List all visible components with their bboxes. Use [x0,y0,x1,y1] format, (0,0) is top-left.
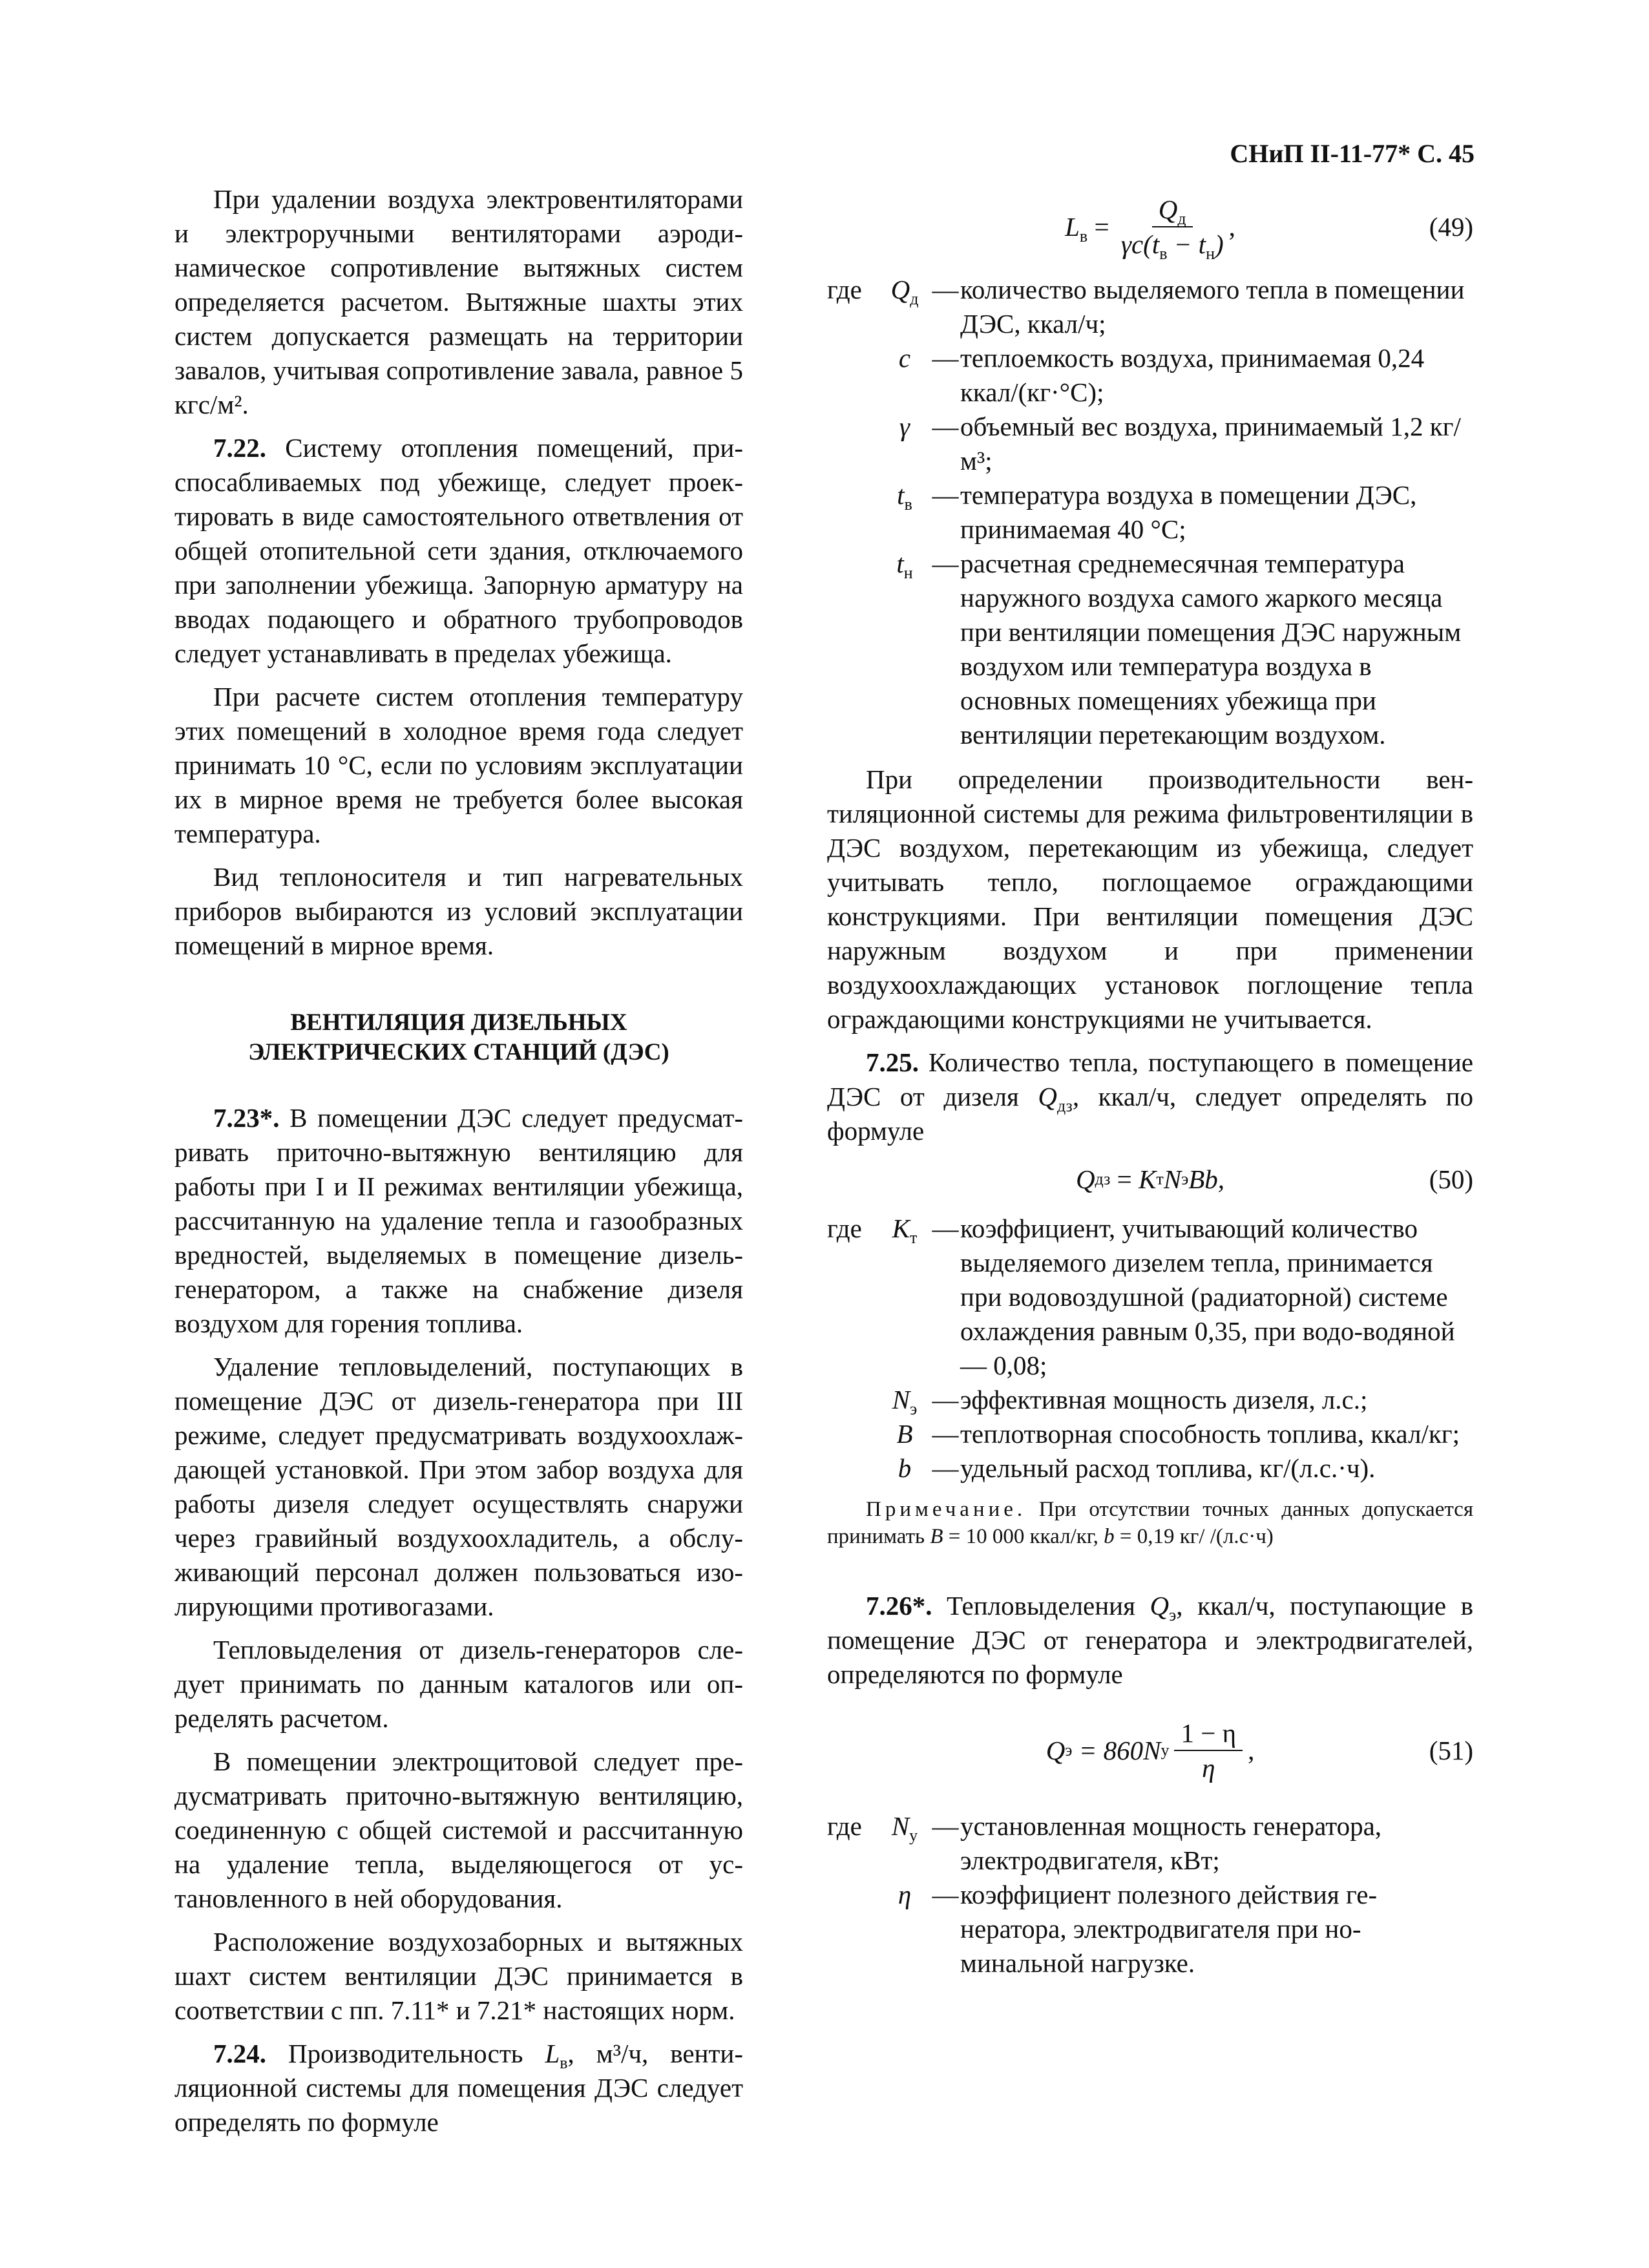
fraction-denominator: $\gamma c(t_в - t_н)$ [1120,229,1224,264]
formula-lhs: $L_в$ [1065,211,1088,246]
paragraph-text: В помещении ДЭС следует предусматривать приточно-вытяжную вентиляцию для работы при I и II режимах вентиляции убежища, рассчитанную на удаление тепла и газообразных вредностей, выделяемых в помещение дизель-генератором, а также на снабжение дизеля воздухом для горения топлива. [174,1103,743,1338]
equals-sign: = [1087,211,1116,242]
clause-number: 7.22. [213,433,266,463]
definition-item: $N_э$ — эффективная мощность дизеля, л.с.; [892,1385,1368,1419]
paragraph-7-25: 7.25. Количество тепла, поступающего в помещение ДЭС от дизеля $Q_{дз}$, ккал/ч, следует определять по формуле [827,1047,1474,1146]
definition-item: b — удельный расход топлива, кг/(л.с.·ч). [898,1453,1376,1483]
clause-number: 7.26*. [866,1591,932,1621]
definition-item: γ — объемный вес воздуха, принимаемый 1,2 кг/м³; [899,412,1461,476]
paragraph-7-24 [174,2037,743,2139]
clause-number: 7.25. [866,1047,919,1077]
paragraph: Тепловыделения от дизель-генераторов следует принимать по данным каталогов или определять расчетом. [174,1635,743,1733]
fraction-numerator: 1 − η [1174,1717,1243,1751]
fraction-denominator: η [1202,1753,1215,1783]
formula-50 [827,1160,1473,1199]
definition-item: B — теплотворная способность топлива, ккал/кг; [896,1419,1460,1449]
section-title-line-2: ЭЛЕКТРИЧЕСКИХ СТАНЦИЙ (ДЭС) [248,1039,669,1066]
paragraph-7-26: 7.26*. Тепловыделения $Q_э$, ккал/ч, поступающие в помещение ДЭС от генератора и электродвигателей, определяются по формуле [827,1591,1474,1689]
symbol: Q [1150,1591,1170,1621]
paragraph-7-22 [174,431,743,671]
paragraph: При удалении воздуха электровентиляторами и электроручными вентиляторами аэродинамическое сопротивление вытяжных систем определяется расчетом. Вытяжные шахты этих систем допускается размещать на территории завалов, учитывая сопротивление завала, равное 5 кгс/м². [174,184,743,419]
subscript: в [560,2053,568,2073]
paragraph-text: Производительность [266,2039,545,2068]
paragraph: Вид теплоносителя и тип нагревательных приборов выбираются из условий эксплуатации помещений в мирное время. [174,862,743,960]
section-title-line-1: ВЕНТИЛЯЦИЯ ДИЗЕЛЬНЫХ [290,1009,627,1036]
formula-49 [827,194,1473,264]
paragraph-text: Систему отопления помещений, приспосабливаемых под убежище, следует проектировать в виде самостоятельного ответвления от общей отопительной сети здания, отключаемого при заполнении убежища. Запорную арматуру на вводах подающего и обратного трубопроводов следует устанавливать в пределах убежища. [174,433,743,668]
formula-51 [827,1717,1473,1783]
paragraph: При расчете систем отопления температуру этих помещений в холодное время года следует принимать 10 °С, если по условиям эксплуатации их в мирное время не требуется более высокая температура. [174,682,743,848]
definition-item: $t_в$ — температура воздуха в помещении ДЭС, принимаемая 40 °С; [897,480,1417,544]
definition-item: где $N_у$ — установленная мощность генератора, электродвигателя, кВт; [827,1811,1382,1875]
paragraph: Удаление тепловыделений, поступающих в помещение ДЭС от дизель-генератора при III режиме, следует предусматривать воздухоохлаждающей установкой. При этом забор воздуха для работы дизеля следует осуществлять снаружи через гравийный воздухоохладитель, а обслуживающий персонал должен пользоваться изолирующими противогазами. [174,1352,743,1621]
formula-expression: Q э = 860N у $\frac{1 - \eta}{\eta}$ , [1045,1718,1255,1783]
formula-expression: $L_в$ = $\frac{Q_д}{\gamma c(t_в - t_н)}$ , [1065,194,1235,264]
right-column [827,182,1473,1991]
definition-item: где $K_т$ — коэффициент, учитывающий количество выделяемого дизелем тепла, принимается при водовоздушной (радиаторной) системе охлаждения равным 0,35, при водо-водяной — 0,08; [827,1213,1455,1380]
definitions-50 [827,1212,1473,1486]
symbol: L [545,2039,560,2068]
clause-number: 7.24. [213,2039,266,2068]
clause-number: 7.23*. [213,1103,280,1133]
subscript: э [1169,1606,1177,1625]
left-column [174,182,743,2139]
definition-item: c — теплоемкость воздуха, принимаемая 0,24 ккал/(кг·°С); [898,343,1425,407]
fraction [1174,1717,1243,1783]
fraction-numerator: $Q_д$ [1152,194,1193,227]
paragraph-7-23 [174,1101,743,1341]
formula-number: (50) [1429,1164,1473,1194]
definition-item: η — коэффициент полезного действия генератора, электродвигателя при номинальной нагрузке. [898,1880,1378,1978]
formula-expression: Q дз = K т N э Bb, [1075,1164,1225,1194]
paragraph: При определении производительности вентиляционной системы для режима фильтровентиляции в ДЭС воздухом, перетекающим из убежища, следует учитывать тепло, поглощаемое ограждающими конструкциями. При вентиляции помещения ДЭС наружным воздухом и при применении воздухоохлаждающих установок поглощение тепла ограждающими конструкциями не учитывается. [827,764,1473,1034]
running-header: СНиП II-11-77* С. 45 [1230,139,1475,168]
note: Примечание. При отсутствии точных данных допускается принимать B = 10 000 ккал/кг, b = 0,19 кг/ /(л.с·ч) [827,1498,1473,1548]
definitions-49 [827,273,1473,752]
formula-number: (51) [1429,1735,1473,1765]
section-title [174,1008,743,1067]
subscript: дз [1057,1097,1073,1116]
definition-item: $t_н$ — расчетная среднемесячная температура наружного воздуха самого жаркого месяца при вентиляции помещения ДЭС наружным воздухом или температура воздуха в основных помещениях убежища при вентиляции перетекающим воздухом. [896,549,1462,750]
note-label: Примечание. [866,1498,1027,1521]
symbol: Q [1038,1082,1058,1111]
formula-number: (49) [1429,211,1473,242]
definitions-51 [827,1809,1473,1980]
paragraph-text: , м³/ч, вентиляционной системы для помещения ДЭС следует определять по формуле [174,2039,743,2137]
paragraph: В помещении электрощитовой следует предусматривать приточно-вытяжную вентиляцию, соединенную с общей системой и рассчитанную на удаление тепла, выделяющегося от установленного в ней оборудования. [174,1747,743,1913]
fraction [1120,194,1224,264]
paragraph: Расположение воздухозаборных и вытяжных шахт систем вентиляции ДЭС принимается в соответствии с пп. 7.11* и 7.21* настоящих норм. [174,1927,743,2025]
definition-item: где $Q_д$ — количество выделяемого тепла в помещении ДЭС, ккал/ч; [827,275,1465,339]
